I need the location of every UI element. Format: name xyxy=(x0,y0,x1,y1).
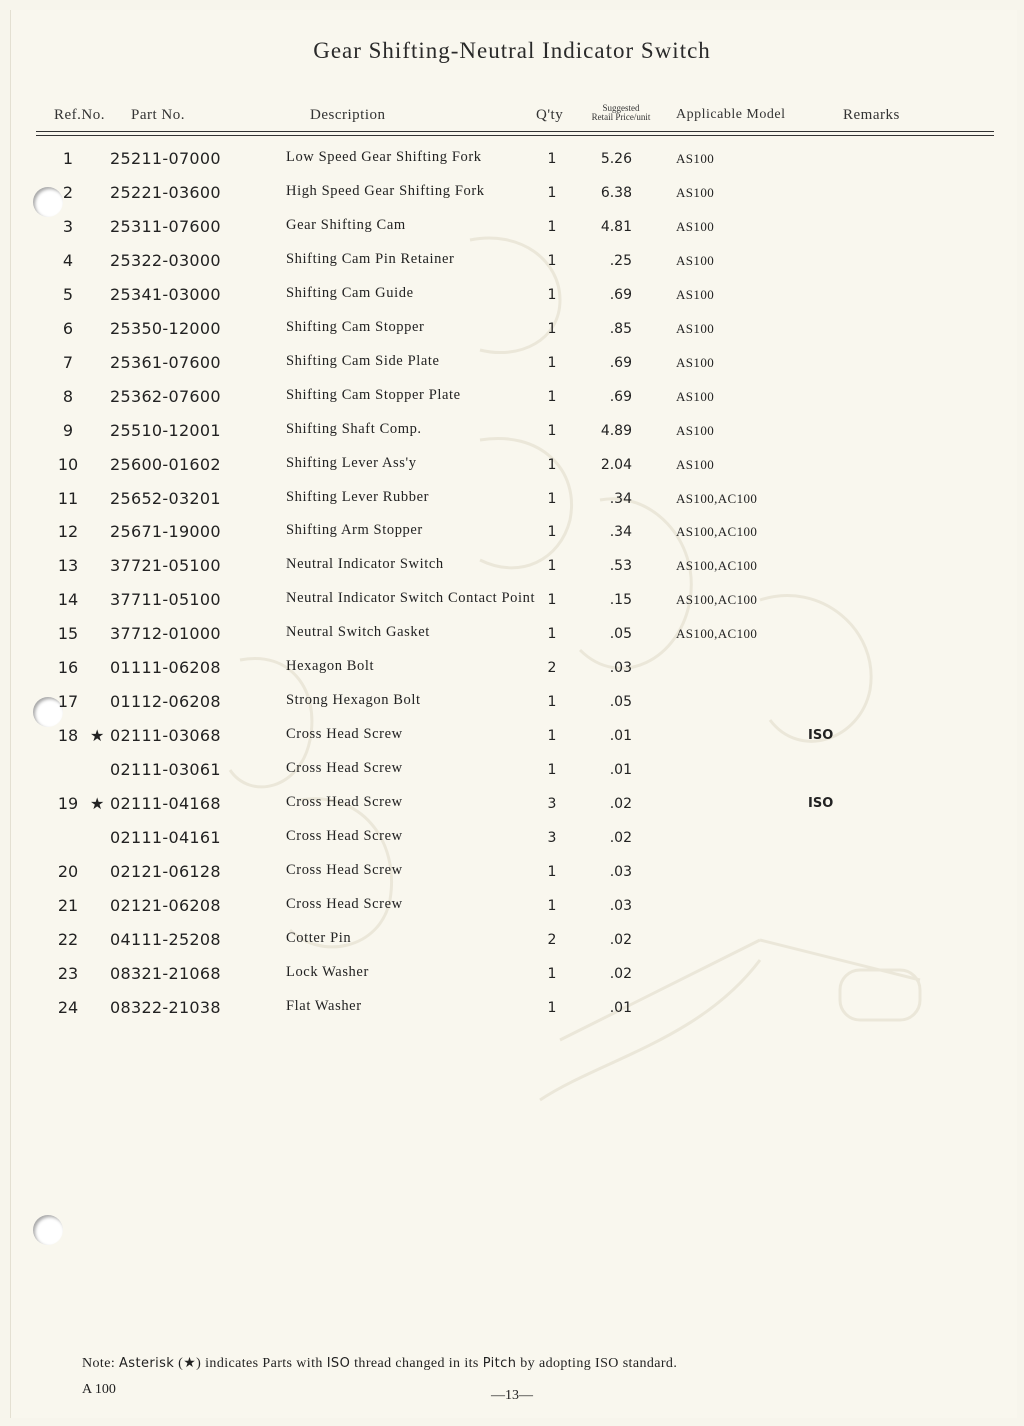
row-description: Shifting Cam Side Plate xyxy=(286,353,440,369)
row-ref: 8 xyxy=(62,387,74,406)
row-price: 2.04 xyxy=(600,457,632,473)
row-description: High Speed Gear Shifting Fork xyxy=(286,183,485,199)
row-ref: 20 xyxy=(57,862,79,881)
row-model: AS100,AC100 xyxy=(676,524,758,539)
row-qty: 2 xyxy=(547,932,557,948)
row-qty: 1 xyxy=(547,898,557,914)
row-ref: 2 xyxy=(62,183,74,202)
row-description: Cross Head Screw xyxy=(286,828,403,844)
table-row xyxy=(0,625,1024,659)
row-qty: 2 xyxy=(547,660,557,676)
row-ref: 4 xyxy=(62,251,74,270)
row-ref: 19 xyxy=(57,794,79,813)
part-number-text: 25311-07600 xyxy=(110,217,221,236)
part-number-text: 08322-21038 xyxy=(110,998,221,1017)
row-part-no xyxy=(92,184,252,202)
row-remarks: ISO xyxy=(808,796,834,811)
note-text3: by adopting ISO standard. xyxy=(520,1356,678,1371)
row-price: .01 xyxy=(609,762,632,778)
row-price: .53 xyxy=(609,558,632,574)
row-ref: 10 xyxy=(57,455,79,474)
row-description: Shifting Cam Stopper xyxy=(286,319,425,335)
part-number-text: 37712-01000 xyxy=(110,624,221,643)
part-number-text: 25341-03000 xyxy=(110,285,221,304)
part-number-text: 04111-25208 xyxy=(110,930,221,949)
row-ref: 11 xyxy=(57,489,79,508)
header-rule-top xyxy=(36,131,994,132)
row-price: .03 xyxy=(609,660,632,676)
row-qty: 1 xyxy=(547,864,557,880)
table-row xyxy=(0,456,1024,490)
row-ref: 24 xyxy=(57,998,79,1017)
row-price: 4.81 xyxy=(600,219,632,235)
part-number-text: 37711-05100 xyxy=(110,590,221,609)
footnote xyxy=(82,1355,677,1372)
row-ref: 17 xyxy=(57,692,79,711)
row-qty: 1 xyxy=(547,728,557,744)
row-part-no xyxy=(92,625,252,643)
row-qty: 3 xyxy=(547,830,557,846)
row-part-no xyxy=(92,863,252,881)
row-price: .01 xyxy=(609,728,632,744)
table-row xyxy=(0,591,1024,625)
row-description: Cross Head Screw xyxy=(286,896,403,912)
note-iso: ISO xyxy=(326,1356,351,1371)
row-part-no xyxy=(92,354,252,372)
table-row xyxy=(0,490,1024,524)
row-price: .03 xyxy=(609,864,632,880)
row-part-no xyxy=(92,490,252,508)
table-row xyxy=(0,965,1024,999)
star-icon: ★ xyxy=(90,726,105,745)
row-qty: 1 xyxy=(547,626,557,642)
row-description: Hexagon Bolt xyxy=(286,658,375,674)
row-description: Shifting Cam Stopper Plate xyxy=(286,387,461,403)
header-description: Description xyxy=(310,107,386,123)
header-part: Part No. xyxy=(131,107,185,123)
row-price: .05 xyxy=(609,694,632,710)
table-row xyxy=(0,422,1024,456)
table-row xyxy=(0,150,1024,184)
part-number-text: 25362-07600 xyxy=(110,387,221,406)
row-description: Neutral Switch Gasket xyxy=(286,624,430,640)
row-qty: 1 xyxy=(547,253,557,269)
row-part-no xyxy=(92,591,252,609)
row-ref: 21 xyxy=(57,896,79,915)
table-row xyxy=(0,218,1024,252)
footer-model: A 100 xyxy=(82,1382,116,1397)
row-description: Cross Head Screw xyxy=(286,862,403,878)
part-number-text: 25510-12001 xyxy=(110,421,221,440)
row-part-no xyxy=(92,150,252,168)
row-qty: 1 xyxy=(547,185,557,201)
row-model: AS100 xyxy=(676,287,715,302)
table-row xyxy=(0,693,1024,727)
row-description: Shifting Cam Guide xyxy=(286,285,414,301)
row-description: Low Speed Gear Shifting Fork xyxy=(286,149,482,165)
row-part-no xyxy=(92,523,252,541)
row-part-no xyxy=(92,761,252,779)
table-row xyxy=(0,354,1024,388)
row-ref: 6 xyxy=(62,319,74,338)
table-row xyxy=(0,897,1024,931)
row-model: AS100 xyxy=(676,355,715,370)
row-qty: 1 xyxy=(547,219,557,235)
table-row xyxy=(0,388,1024,422)
note-asterisk-word: Asterisk xyxy=(119,1356,175,1371)
row-part-no xyxy=(92,422,252,440)
part-number-text: 25322-03000 xyxy=(110,251,221,270)
row-qty: 1 xyxy=(547,592,557,608)
note-prefix: Note: xyxy=(82,1356,116,1371)
header-ref: Ref.No. xyxy=(54,107,105,123)
table-row xyxy=(0,727,1024,761)
row-description: Strong Hexagon Bolt xyxy=(286,692,421,708)
row-description: Shifting Cam Pin Retainer xyxy=(286,251,455,267)
row-model: AS100 xyxy=(676,253,715,268)
part-number-text: 25652-03201 xyxy=(110,489,221,508)
row-qty: 1 xyxy=(547,558,557,574)
table-row xyxy=(0,659,1024,693)
row-price: .69 xyxy=(609,287,632,303)
part-number-text: 02111-04161 xyxy=(110,828,221,847)
row-qty: 1 xyxy=(547,1000,557,1016)
row-price: .85 xyxy=(609,321,632,337)
table-row xyxy=(0,829,1024,863)
row-description: Cross Head Screw xyxy=(286,726,403,742)
row-model: AS100,AC100 xyxy=(676,491,758,506)
row-ref: 14 xyxy=(57,590,79,609)
header-remarks: Remarks xyxy=(843,107,900,123)
row-price: .69 xyxy=(609,355,632,371)
row-ref: 5 xyxy=(62,285,74,304)
row-qty: 3 xyxy=(547,796,557,812)
row-description: Flat Washer xyxy=(286,998,362,1014)
row-model: AS100 xyxy=(676,321,715,336)
part-number-text: 02111-03068 xyxy=(110,726,221,745)
table-row xyxy=(0,999,1024,1033)
header-price xyxy=(578,104,664,122)
row-price: .15 xyxy=(609,592,632,608)
row-description: Gear Shifting Cam xyxy=(286,217,406,233)
row-remarks: ISO xyxy=(808,728,834,743)
row-part-no xyxy=(92,557,252,575)
row-qty: 1 xyxy=(547,694,557,710)
part-number-text: 25211-07000 xyxy=(110,149,221,168)
row-description: Neutral Indicator Switch Contact Point xyxy=(286,590,536,606)
row-part-no xyxy=(92,693,252,711)
row-price: 6.38 xyxy=(600,185,632,201)
part-number-text: 01111-06208 xyxy=(110,658,221,677)
row-qty: 1 xyxy=(547,491,557,507)
row-price: .02 xyxy=(609,932,632,948)
row-price: .02 xyxy=(609,966,632,982)
row-price: .03 xyxy=(609,898,632,914)
row-part-no xyxy=(92,252,252,270)
row-qty: 1 xyxy=(547,355,557,371)
row-description: Shifting Shaft Comp. xyxy=(286,421,422,437)
row-model: AS100,AC100 xyxy=(676,592,758,607)
part-number-text: 25671-19000 xyxy=(110,522,221,541)
header-model: Applicable Model xyxy=(676,107,786,122)
row-part-no xyxy=(92,320,252,338)
row-model: AS100,AC100 xyxy=(676,558,758,573)
part-number-text: 37721-05100 xyxy=(110,556,221,575)
part-number-text: 02111-03061 xyxy=(110,760,221,779)
table-row xyxy=(0,184,1024,218)
row-qty: 1 xyxy=(547,389,557,405)
row-qty: 1 xyxy=(547,423,557,439)
row-ref: 15 xyxy=(57,624,79,643)
row-ref: 18 xyxy=(57,726,79,745)
page-title: Gear Shifting-Neutral Indicator Switch xyxy=(313,38,711,63)
row-description: Cross Head Screw xyxy=(286,760,403,776)
row-part-no xyxy=(92,965,252,983)
row-price: .34 xyxy=(609,491,632,507)
header-rule-bottom xyxy=(36,135,994,136)
table-row xyxy=(0,320,1024,354)
row-price: .01 xyxy=(609,1000,632,1016)
row-part-no xyxy=(92,795,252,813)
row-part-no xyxy=(92,727,252,745)
note-pitch: Pitch xyxy=(482,1356,517,1371)
row-part-no xyxy=(92,931,252,949)
page-number: —13— xyxy=(491,1388,533,1403)
row-qty: 1 xyxy=(547,287,557,303)
table-row xyxy=(0,557,1024,591)
row-model: AS100 xyxy=(676,219,715,234)
row-model: AS100,AC100 xyxy=(676,626,758,641)
row-description: Cotter Pin xyxy=(286,930,352,946)
row-part-no xyxy=(92,659,252,677)
table-row xyxy=(0,523,1024,557)
part-number-text: 01112-06208 xyxy=(110,692,221,711)
row-price: .05 xyxy=(609,626,632,642)
row-description: Neutral Indicator Switch xyxy=(286,556,444,572)
row-part-no xyxy=(92,999,252,1017)
row-model: AS100 xyxy=(676,151,715,166)
header-price-bottom: Retail Price/unit xyxy=(591,112,651,122)
note-symbol: (★) xyxy=(178,1356,202,1371)
row-qty: 1 xyxy=(547,762,557,778)
row-ref: 22 xyxy=(57,930,79,949)
part-number-text: 02111-04168 xyxy=(110,794,221,813)
row-qty: 1 xyxy=(547,524,557,540)
row-model: AS100 xyxy=(676,423,715,438)
row-part-no xyxy=(92,218,252,236)
table-row xyxy=(0,761,1024,795)
row-qty: 1 xyxy=(547,457,557,473)
row-part-no xyxy=(92,286,252,304)
row-part-no xyxy=(92,456,252,474)
row-description: Lock Washer xyxy=(286,964,369,980)
row-ref: 7 xyxy=(62,353,74,372)
table-row xyxy=(0,795,1024,829)
row-price: 5.26 xyxy=(600,151,632,167)
part-number-text: 02121-06128 xyxy=(110,862,221,881)
row-description: Cross Head Screw xyxy=(286,794,403,810)
part-number-text: 25361-07600 xyxy=(110,353,221,372)
row-price: .69 xyxy=(609,389,632,405)
row-description: Shifting Lever Rubber xyxy=(286,489,430,505)
header-price-top: Suggested xyxy=(602,103,640,113)
note-text1: indicates Parts with xyxy=(205,1356,323,1371)
table-row xyxy=(0,286,1024,320)
header-qty: Q'ty xyxy=(536,107,564,123)
star-icon: ★ xyxy=(90,794,105,813)
table-row xyxy=(0,252,1024,286)
row-part-no xyxy=(92,897,252,915)
part-number-text: 08321-21068 xyxy=(110,964,221,983)
row-part-no xyxy=(92,388,252,406)
table-row xyxy=(0,931,1024,965)
row-price: .34 xyxy=(609,524,632,540)
row-ref: 23 xyxy=(57,964,79,983)
row-ref: 1 xyxy=(62,149,74,168)
row-model: AS100 xyxy=(676,457,715,472)
note-text2: thread changed in its xyxy=(354,1356,479,1371)
row-ref: 13 xyxy=(57,556,79,575)
row-price: 4.89 xyxy=(600,423,632,439)
row-ref: 9 xyxy=(62,421,74,440)
row-qty: 1 xyxy=(547,966,557,982)
table-row xyxy=(0,863,1024,897)
part-number-text: 25600-01602 xyxy=(110,455,221,474)
row-qty: 1 xyxy=(547,321,557,337)
part-number-text: 02121-06208 xyxy=(110,896,221,915)
row-price: .25 xyxy=(609,253,632,269)
row-description: Shifting Lever Ass'y xyxy=(286,455,417,471)
row-description: Shifting Arm Stopper xyxy=(286,522,423,538)
part-number-text: 25221-03600 xyxy=(110,183,221,202)
row-ref: 12 xyxy=(57,522,79,541)
row-model: AS100 xyxy=(676,389,715,404)
part-number-text: 25350-12000 xyxy=(110,319,221,338)
row-qty: 1 xyxy=(547,151,557,167)
row-price: .02 xyxy=(609,830,632,846)
row-price: .02 xyxy=(609,796,632,812)
row-ref: 3 xyxy=(62,217,74,236)
punch-hole-bottom xyxy=(33,1215,63,1245)
row-ref: 16 xyxy=(57,658,79,677)
row-part-no xyxy=(92,829,252,847)
row-model: AS100 xyxy=(676,185,715,200)
